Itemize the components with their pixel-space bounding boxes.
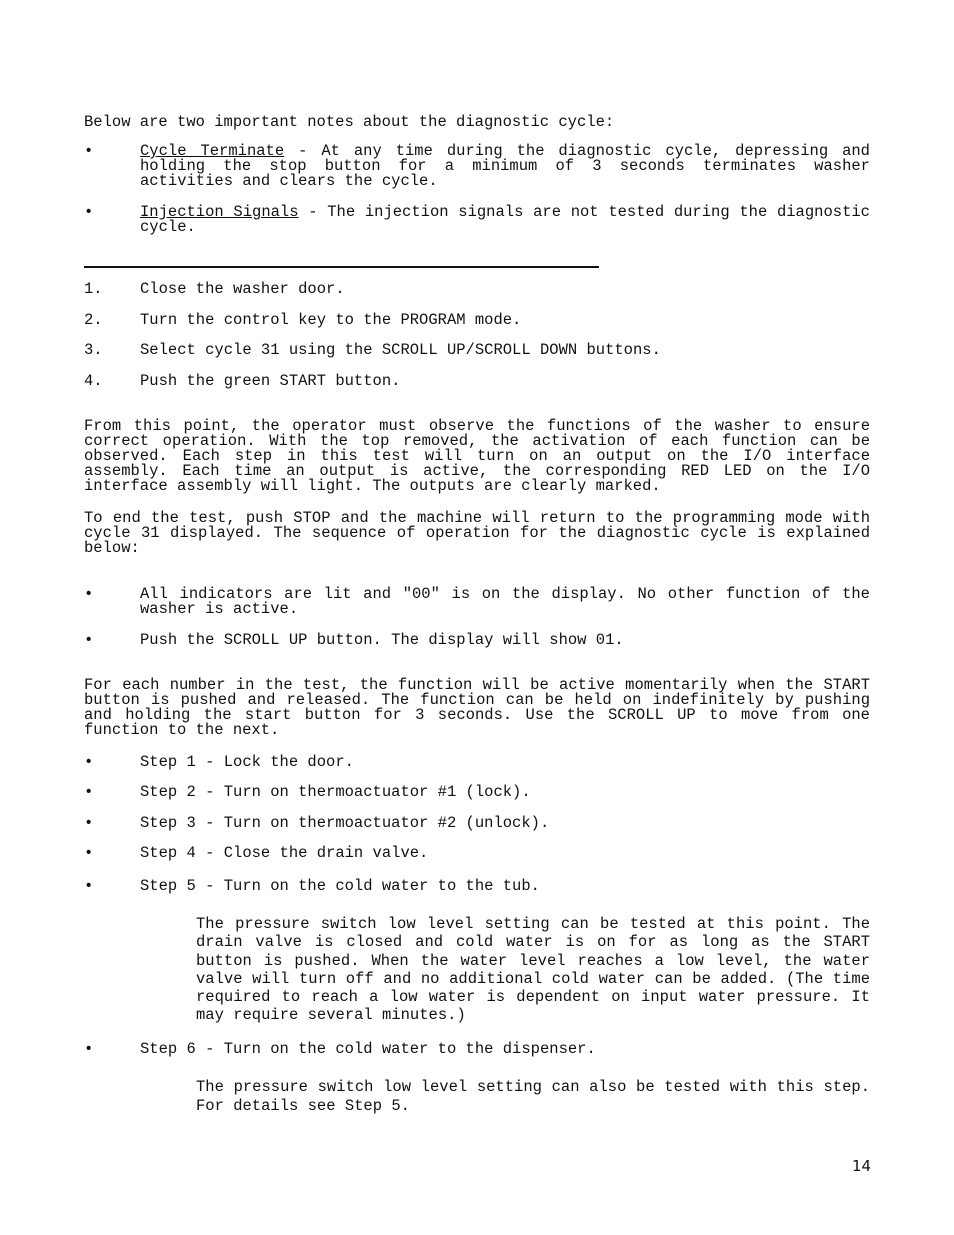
step-number: 1. [84,280,103,298]
step-text: Push the green START button. [140,372,401,390]
diagnostic-step: Step 1 - Lock the door. [140,753,354,771]
step-text: Close the washer door. [140,280,345,298]
bullet-marker: • [84,631,94,649]
step-number: 3. [84,341,103,359]
page-number: 14 [852,1157,872,1175]
section-divider [84,266,599,268]
step-number: 4. [84,372,103,390]
step-number: 2. [84,311,103,329]
step6-detail: The pressure switch low level setting can also be tested with this step. For details see Step 5. [196,1078,870,1115]
diagnostic-step: Step 2 - Turn on thermoactuator #1 (lock). [140,783,531,801]
bullet-marker: • [84,142,94,160]
bullet-marker: • [84,1040,94,1058]
step-text: Turn the control key to the PROGRAM mode. [140,311,522,329]
note-term: Injection Signals [140,203,299,221]
diagnostic-step: Step 3 - Turn on thermoactuator #2 (unlock). [140,814,550,832]
bullet-marker: • [84,585,94,603]
paragraph-observe: From this point, the operator must observe the functions of the washer to ensure correct operation. With the top removed, the activation of each function can be observed. Each step in this test will turn on an output on the I/O interface assembly. Each time an output is active, the corresponding RED LED on the I/O interface assembly will light. The outputs are clearly marked. [84,417,870,495]
bullet-marker: • [84,877,94,895]
bullet-marker: • [84,783,94,801]
paragraph-each-number: For each number in the test, the function will be active momentarily when the START button is pushed and released. The function can be held on indefinitely by pushing and holding the start button for 3 seconds. Use the SCROLL UP to move from one function to the next. [84,676,870,739]
step-text: Select cycle 31 using the SCROLL UP/SCROLL DOWN buttons. [140,341,661,359]
note-injection-signals [140,205,870,235]
sequence-item: All indicators are lit and "00" is on the display. No other function of the washer is active. [140,585,870,618]
bullet-marker: • [84,844,94,862]
diagnostic-step: Step 5 - Turn on the cold water to the tub. [140,877,540,895]
note-term: Cycle Terminate [140,142,285,160]
sequence-item: Push the SCROLL UP button. The display will show 01. [140,631,624,649]
paragraph-end-test: To end the test, push STOP and the machine will return to the programming mode with cycle 31 displayed. The sequence of operation for the diagnostic cycle is explained below: [84,509,870,557]
bullet-marker: • [84,203,94,221]
diagnostic-step: Step 6 - Turn on the cold water to the dispenser. [140,1040,596,1058]
note-cycle-terminate [140,144,870,189]
note-text: - At any time during the diagnostic cycle, depressing and holding the stop button for a minimum of 3 seconds terminates washer activities and clears the cycle. [140,142,870,190]
bullet-marker: • [84,753,94,771]
diagnostic-step: Step 4 - Close the drain valve. [140,844,429,862]
bullet-marker: • [84,814,94,832]
intro-text: Below are two important notes about the diagnostic cycle: [84,113,615,131]
step5-detail: The pressure switch low level setting can be tested at this point. The drain valve is closed and cold water is on for as long as the START button is pushed. When the water level reaches a low level, the water valve will turn off and no additional cold water can be added. (The time required to reach a low water is dependent on input water pressure. It may require several minutes.) [196,915,870,1025]
note-text: - The injection signals are not tested during the diagnostic cycle. [140,203,870,236]
